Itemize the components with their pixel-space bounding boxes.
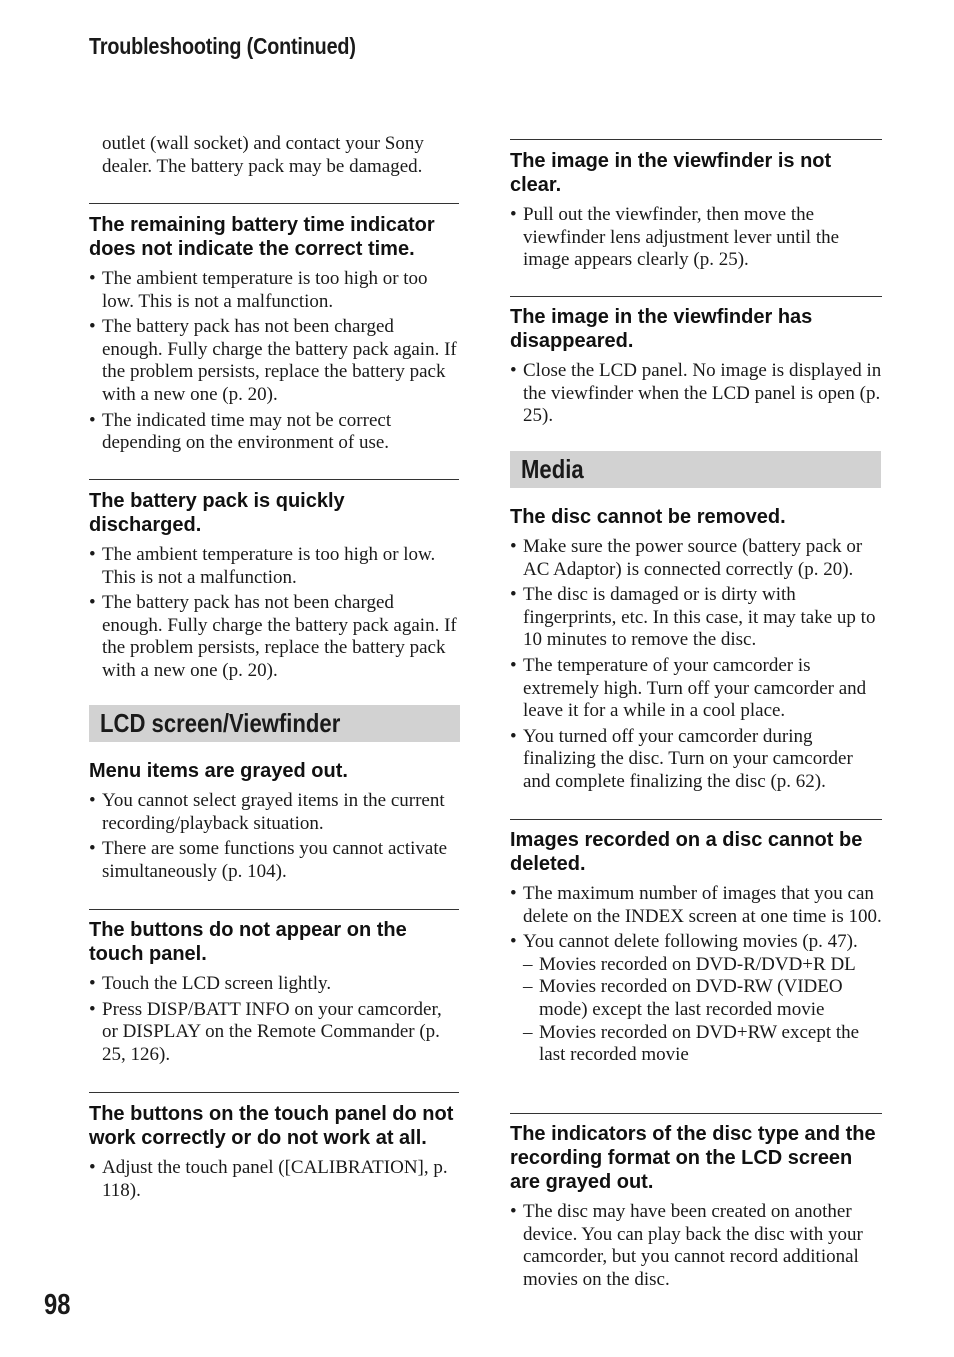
banner-title: Media bbox=[521, 454, 584, 484]
list-item: • Pull out the viewfinder, then move the viewfinder lens adjustment lever until the image appears clearly (p. 25). bbox=[510, 204, 882, 272]
list-item: • Make sure the power source (battery pack or AC Adaptor) is connected correctly (p. 20). bbox=[510, 536, 882, 581]
list-item: • Close the LCD panel. No image is displayed in the viewfinder when the LCD panel is open (p. 25). bbox=[510, 360, 882, 428]
list-item: • The temperature of your camcorder is extremely high. Turn off your camcorder and leave it for a while in a cool place. bbox=[510, 655, 882, 723]
section-banner-lcd bbox=[89, 705, 460, 742]
section-menu-grayed bbox=[89, 759, 459, 886]
section-viewfinder-not-clear bbox=[510, 139, 882, 275]
section-title: The buttons do not appear on the touch panel. bbox=[89, 919, 407, 965]
list-item bbox=[510, 931, 882, 1067]
list-item-text: You cannot delete following movies (p. 47). bbox=[523, 931, 858, 953]
section-title: The remaining battery time indicator does not indicate the correct time. bbox=[89, 214, 435, 260]
sub-list-item: – Movies recorded on DVD-RW (VIDEO mode) except the last recorded movie bbox=[523, 976, 882, 1021]
section-banner-media bbox=[510, 451, 881, 488]
bullet-list bbox=[89, 790, 459, 883]
list-item: • You turned off your camcorder during finalizing the disc. Turn on your camcorder and complete finalizing the disc (p. 62). bbox=[510, 726, 882, 794]
list-item: • The maximum number of images that you can delete on the INDEX screen at one time is 100. bbox=[510, 883, 882, 928]
bullet-list bbox=[89, 1157, 459, 1202]
section-buttons-not-work bbox=[89, 1092, 459, 1205]
intro-text: outlet (wall socket) and contact your Sony dealer. The battery pack may be damaged. bbox=[102, 133, 424, 177]
bullet-list bbox=[510, 536, 882, 794]
section-disc-not-removed bbox=[510, 505, 882, 797]
bullet-list bbox=[89, 973, 459, 1066]
section-buttons-not-appear bbox=[89, 909, 459, 1069]
sub-list-item: – Movies recorded on DVD+RW except the last recorded movie bbox=[523, 1022, 882, 1067]
bullet-list bbox=[510, 883, 882, 1067]
bullet-list bbox=[510, 360, 882, 428]
section-title: Images recorded on a disc cannot be deleted. bbox=[510, 829, 863, 875]
list-item: • Adjust the touch panel ([CALIBRATION], p. 118). bbox=[89, 1157, 459, 1202]
list-item: • There are some functions you cannot activate simultaneously (p. 104). bbox=[89, 838, 459, 883]
list-item: • The battery pack has not been charged enough. Fully charge the battery pack again. If the problem persists, replace the battery pack with a new one (p. 20). bbox=[89, 592, 459, 682]
list-item: • The ambient temperature is too high or low. This is not a malfunction. bbox=[89, 544, 459, 589]
list-item: • The ambient temperature is too high or too low. This is not a malfunction. bbox=[89, 268, 459, 313]
list-item: • The disc is damaged or is dirty with fingerprints, etc. In this case, it may take up to 10 minutes to remove the disc. bbox=[510, 584, 882, 652]
section-title: Menu items are grayed out. bbox=[89, 760, 348, 782]
section-title: The image in the viewfinder has disappeared. bbox=[510, 306, 813, 352]
section-title: The buttons on the touch panel do not work correctly or do not work at all. bbox=[89, 1103, 454, 1149]
section-title: The disc cannot be removed. bbox=[510, 506, 786, 528]
bullet-list bbox=[89, 544, 459, 683]
section-title: The image in the viewfinder is not clear. bbox=[510, 150, 832, 196]
bullet-list bbox=[510, 204, 882, 272]
section-disc-indicators-grayed bbox=[510, 1113, 882, 1294]
section-battery-discharged bbox=[89, 479, 459, 686]
list-item: • Press DISP/BATT INFO on your camcorder, or DISPLAY on the Remote Commander (p. 25, 126). bbox=[89, 999, 459, 1067]
page-header: Troubleshooting (Continued) bbox=[89, 33, 356, 59]
sub-list bbox=[523, 954, 882, 1067]
section-images-not-deleted bbox=[510, 819, 882, 1067]
list-item: • The disc may have been created on another device. You can play back the disc with your camcorder, but you cannot record additional movies on the disc. bbox=[510, 1201, 882, 1291]
page-number: 98 bbox=[44, 1289, 71, 1321]
bullet-list bbox=[89, 268, 459, 455]
list-item: • The battery pack has not been charged enough. Fully charge the battery pack again. If the problem persists, replace the battery pack with a new one (p. 20). bbox=[89, 316, 459, 406]
list-item: • Touch the LCD screen lightly. bbox=[89, 973, 459, 996]
list-item: • You cannot select grayed items in the current recording/playback situation. bbox=[89, 790, 459, 835]
section-title: The battery pack is quickly discharged. bbox=[89, 490, 345, 536]
section-battery-time bbox=[89, 203, 459, 458]
list-item: • The indicated time may not be correct depending on the environment of use. bbox=[89, 410, 459, 455]
section-viewfinder-disappeared bbox=[510, 296, 882, 431]
continued-paragraph bbox=[89, 133, 459, 178]
section-title: The indicators of the disc type and the recording format on the LCD screen are grayed out. bbox=[510, 1123, 876, 1193]
bullet-list bbox=[510, 1201, 882, 1291]
sub-list-item: – Movies recorded on DVD-R/DVD+R DL bbox=[523, 954, 882, 977]
banner-title: LCD screen/Viewfinder bbox=[100, 708, 341, 738]
